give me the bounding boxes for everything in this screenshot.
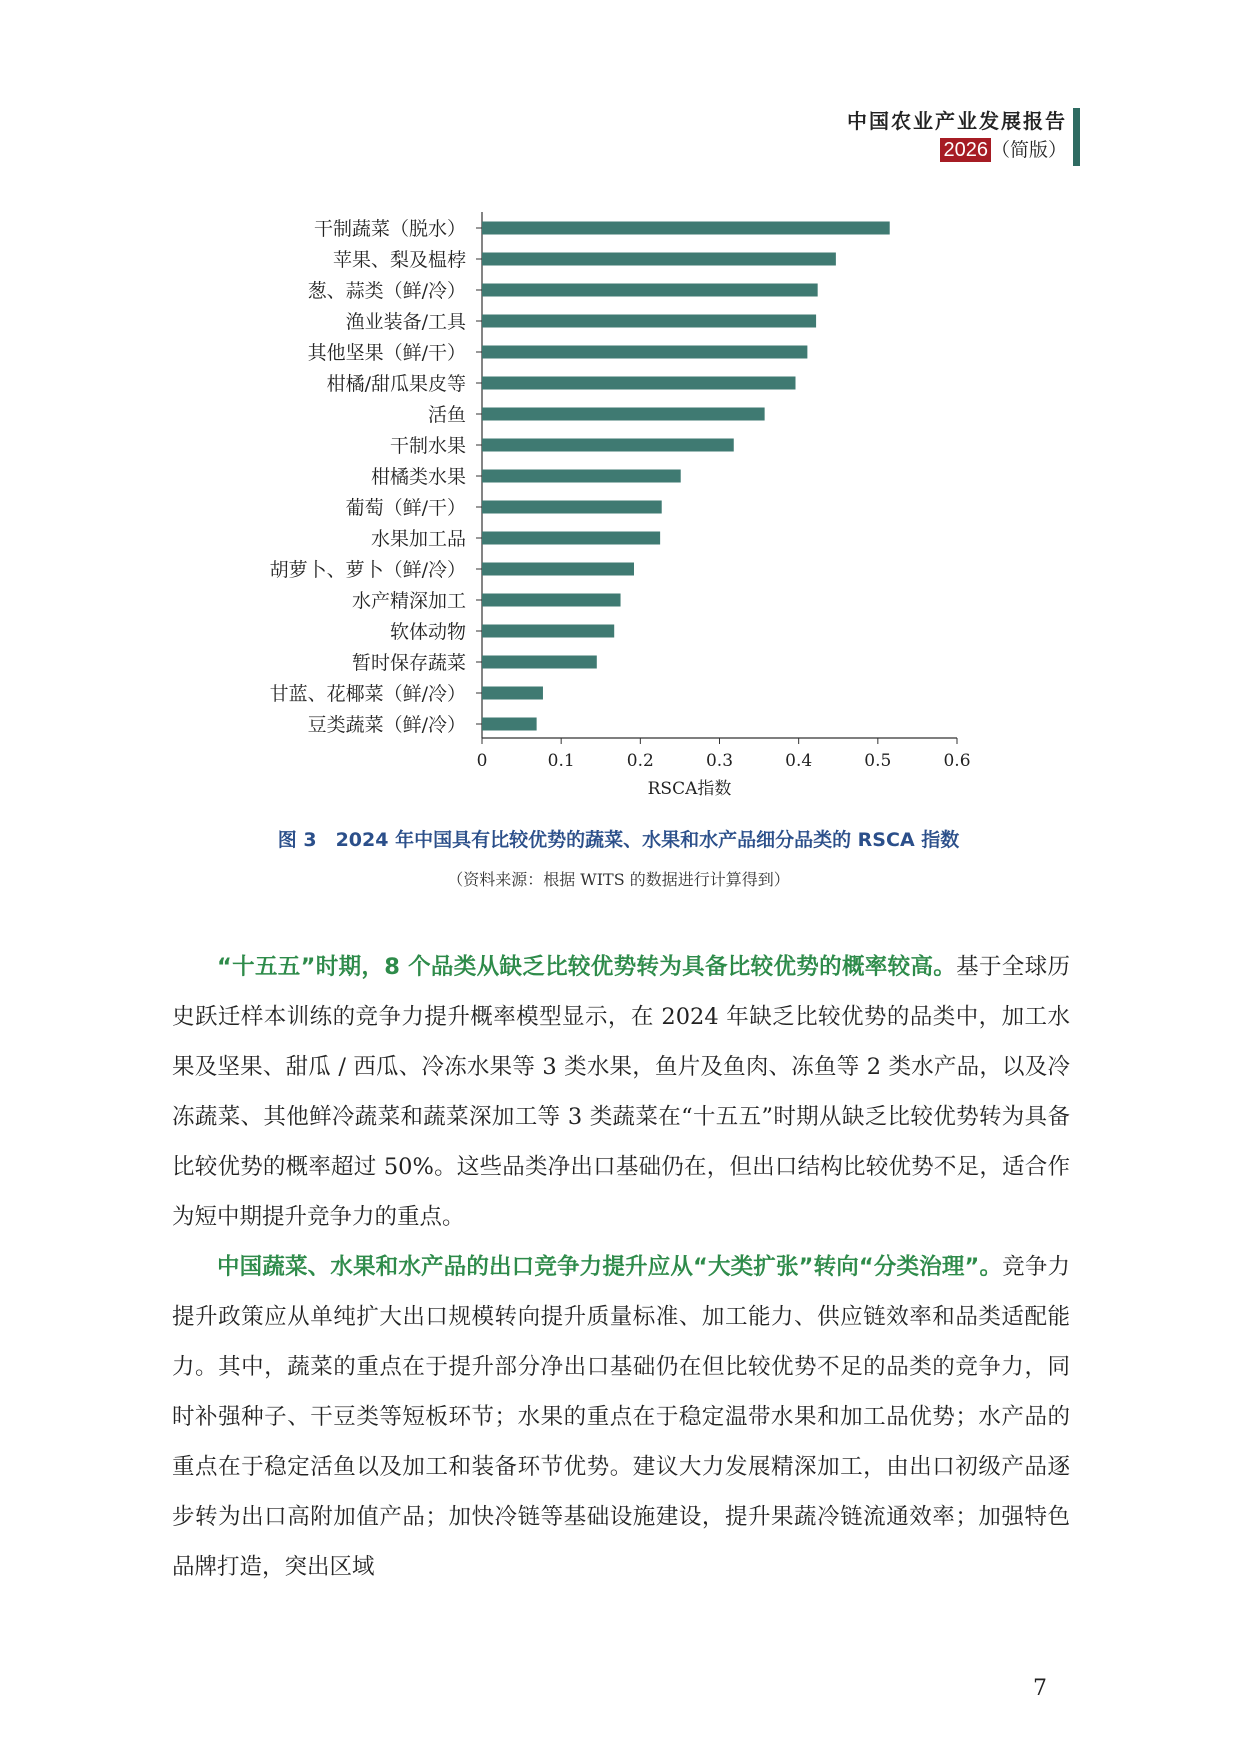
category-label: 干制水果 [389,435,466,457]
edition-label: （简版） [990,139,1067,161]
header-accent-bar [1073,108,1080,166]
paragraph-1-highlight: “十五五”时期，8 个品类从缺乏比较优势转为具备比较优势的概率较高。 [217,954,957,980]
x-tick-label: 0.3 [705,751,734,771]
report-title: 中国农业产业发展报告 [847,109,1067,133]
bar [482,563,634,576]
bar [482,346,807,359]
running-header [847,108,1067,162]
figure-caption: 图 3 2024 年中国具有比较优势的蔬菜、水果和水产品细分品类的 RSCA 指数 [277,829,960,851]
bar [482,284,818,297]
bar [482,625,614,638]
bar [482,439,734,452]
body-text [172,942,1070,1592]
category-label: 甘蓝、花椰菜（鲜/冷） [269,683,466,705]
category-label: 苹果、梨及榅桲 [332,249,466,271]
bar [482,408,765,421]
bar [482,718,537,731]
paragraph-2-text: 竞争力提升政策应从单纯扩大出口规模转向提升质量标准、加工能力、供应链效率和品类适配能力。其中，蔬菜的重点在于提升部分净出口基础仍在但比较优势不足的品类的竞争力，同时补强种子、干豆类等短板环节；水果的重点在于稳定温带水果和加工品优势；水产品的重点在于稳定活鱼以及加工和装备环节优势。建议大力发展精深加工，由出口初级产品逐步转为出口高附加值产品；加快冷链等基础设施建设，提升果蔬冷链流通效率；加强特色品牌打造，突出区域 [172,1254,1070,1580]
x-tick-label: 0.6 [943,751,971,771]
x-tick-label: 0.2 [626,751,654,771]
category-label: 软体动物 [389,621,466,643]
x-tick-label: 0.4 [785,751,813,771]
x-tick-label: 0 [476,751,488,771]
bar [482,501,662,514]
x-axis-title: RSCA指数 [647,779,732,799]
paragraph-1 [172,942,1070,1242]
bar [482,253,836,266]
bar [482,222,890,235]
category-label: 胡萝卜、萝卜（鲜/冷） [269,559,466,581]
category-label: 水产精深加工 [351,590,466,612]
bar [482,594,621,607]
paragraph-2-highlight: 中国蔬菜、水果和水产品的出口竞争力提升应从“大类扩张”转向“分类治理”。 [217,1254,1003,1280]
x-tick-label: 0.5 [864,751,892,771]
bar [482,687,543,700]
rsca-bar-chart [0,200,1237,800]
page-number: 7 [1033,1676,1047,1701]
bar [482,656,597,669]
bar [482,377,796,390]
bar [482,470,681,483]
report-edition-line [847,138,1067,162]
category-label: 水果加工品 [370,528,466,550]
figure-source: （资料来源：根据 WITS 的数据进行计算得到） [447,870,790,889]
category-label: 其他坚果（鲜/干） [307,342,466,364]
x-tick-label: 0.1 [547,751,575,771]
category-label: 葱、蒜类（鲜/冷） [307,280,466,302]
bar [482,315,816,328]
paragraph-2 [172,1242,1070,1592]
category-label: 葡萄（鲜/干） [345,497,466,519]
category-label: 干制蔬菜（脱水） [313,218,466,240]
category-label: 活鱼 [427,404,466,426]
year-badge: 2026 [940,138,991,162]
paragraph-1-text: 基于全球历史跃迁样本训练的竞争力提升概率模型显示，在 2024 年缺乏比较优势的品类中，加工水果及坚果、甜瓜 / 西瓜、冷冻水果等 3 类水果，鱼片及鱼肉、冻鱼等 2 类水产品，以及冷冻蔬菜、其他鲜冷蔬菜和蔬菜深加工等 3 类蔬菜在“十五五”时期从缺乏比较优势转为具备比较优势的概率超过 50%。这些品类净出口基础仍在，但出口结构比较优势不足，适合作为短中期提升竞争力的重点。 [172,954,1070,1230]
bar [482,532,660,545]
category-label: 柑橘类水果 [370,466,466,488]
category-label: 柑橘/甜瓜果皮等 [326,373,466,395]
category-label: 渔业装备/工具 [345,311,466,333]
category-label: 暂时保存蔬菜 [351,652,466,674]
category-label: 豆类蔬菜（鲜/冷） [307,714,466,736]
